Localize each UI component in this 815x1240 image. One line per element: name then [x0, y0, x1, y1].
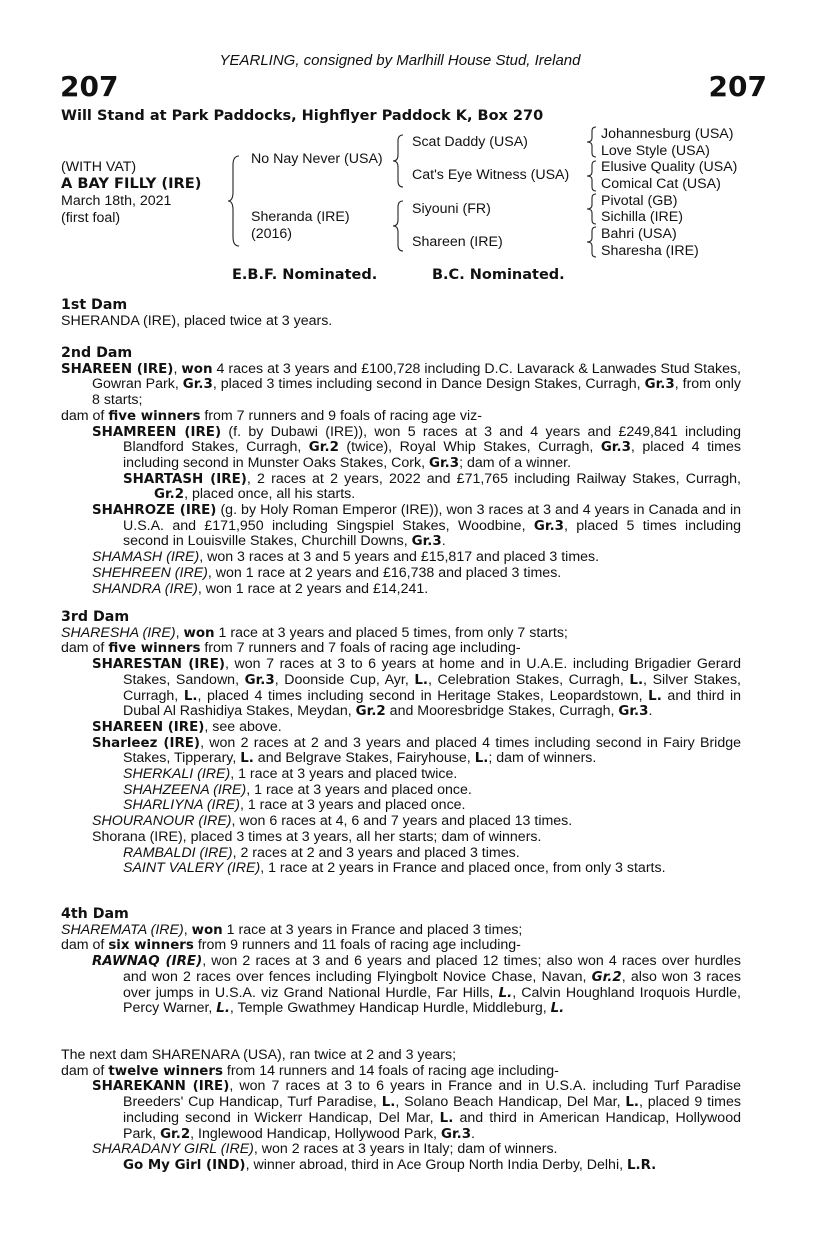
bc-nomination: B.C. Nominated. [432, 267, 565, 283]
produce-entry: SHEHREEN (IRE), won 1 race at 2 years and £16,738 and placed 3 times. [92, 564, 562, 581]
produce-summary: dam of five winners from 7 runners and 7 foals of racing age including- [61, 640, 521, 657]
produce-entry: SHAHROZE (IRE) (g. by Holy Roman Emperor (IRE)), won 3 races at 3 and 4 years in Canada and in U.S.A. and £171,950 including Singspiel Stakes, Woodbine, Gr.3, placed 5 times including second in Louisville Stakes, Churchill Downs, Gr.3. [92, 502, 741, 550]
first-dam-text: SHERANDA (IRE), placed twice at 3 years. [61, 312, 333, 329]
produce-entry: SHAMASH (IRE), won 3 races at 3 and 5 years and £15,817 and placed 3 times. [92, 549, 600, 566]
sd-sire: Elusive Quality (USA) [601, 159, 738, 175]
produce-entry: RAWNAQ (IRE), won 2 races at 3 and 6 years and placed 12 times; also won 4 races over hurdles and won 2 races over fences including Flyingbolt Novice Chase, Navan, Gr.2, also won 3 races over jumps in U.S.A. viz Grand National Hurdle, Far Hills, L., Calvin Houghland Iroquois Hurdle, Percy Warner, L., Temple Gwathmey Handicap Hurdle, Middleburg, L. [92, 953, 741, 1017]
lot-number-right: 207 [708, 70, 767, 103]
lot-number-left: 207 [60, 70, 119, 103]
sire-sire: Scat Daddy (USA) [412, 134, 528, 150]
vat-note: (WITH VAT) [61, 159, 137, 175]
section-heading: 3rd Dam [61, 609, 130, 625]
subject-name: A BAY FILLY (IRE) [61, 175, 202, 192]
section-heading: 1st Dam [61, 297, 128, 313]
dam-entry: SHAREEN (IRE), won 4 races at 3 years and £100,728 including D.C. Lavarack & Lanwades Stud Stakes, Gowran Park, Gr.3, placed 3 times including second in Dance Design Stakes, Curragh, Gr.3, from only 8 starts; [61, 360, 741, 409]
stand-location: Will Stand at Park Paddocks, Highflyer Paddock K, Box 270 [61, 108, 544, 124]
produce-entry: SHAREEN (IRE), see above. [92, 718, 282, 735]
sd-brace [586, 159, 598, 193]
dam-entry: SHARESHA (IRE), won 1 race at 3 years and placed 5 times, from only 7 starts; [61, 624, 568, 641]
produce-entry: RAMBALDI (IRE), 2 races at 2 and 3 years and placed 3 times. [123, 844, 520, 861]
sd-dam: Comical Cat (USA) [601, 176, 721, 192]
produce-entry: SHARLIYNA (IRE), 1 race at 3 years and placed once. [123, 797, 466, 814]
produce-summary: dam of six winners from 9 runners and 11 foals of racing age including- [61, 937, 521, 954]
produce-entry: SHARTASH (IRE), 2 races at 2 years, 2022 and £71,765 including Railway Stakes, Curragh, Gr.2, placed once, all his starts. [123, 470, 742, 503]
third-dam-section [61, 610, 741, 877]
dam-brace [392, 199, 406, 253]
next-dam-section [61, 1048, 741, 1174]
produce-entry: SAINT VALERY (IRE), 1 race at 2 years in France and placed once, from only 3 starts. [123, 860, 666, 877]
produce-summary: dam of five winners from 7 runners and 9 foals of racing age viz- [61, 407, 482, 424]
dd-dam: Sharesha (IRE) [601, 243, 699, 259]
dam-dam: Shareen (IRE) [412, 234, 503, 250]
produce-entry: SHARESTAN (IRE), won 7 races at 3 to 6 years at home and in U.A.E. including Brigadier Gerard Stakes, Sandown, Gr.3, Doonside Cup, Ayr, L., Celebration Stakes, Curragh, L., Silver Stakes, Curragh, L., placed 4 times including second in Heritage Stakes, Leopardstown, L. and third in Dubal Al Rashidiya Stakes, Meydan, Gr.2 and Mooresbridge Stakes, Curragh, Gr.3. [92, 656, 742, 720]
produce-entry: SHOURANOUR (IRE), won 6 races at 4, 6 and 7 years and placed 13 times. [92, 813, 573, 830]
produce-entry: SHERKALI (IRE), 1 race at 3 years and placed twice. [123, 766, 458, 783]
fourth-dam-section [61, 907, 741, 1017]
foaling-date: March 18th, 2021 [61, 193, 172, 209]
dd-brace [586, 225, 598, 259]
produce-entry: SHARADANY GIRL (IRE), won 2 races at 3 years in Italy; dam of winners. [92, 1141, 558, 1158]
dd-sire: Bahri (USA) [601, 226, 677, 242]
consignment-line: YEARLING, consigned by Marlhill House Stud, Ireland [219, 52, 581, 69]
sire-dam: Cat's Eye Witness (USA) [412, 167, 570, 183]
produce-entry: Shorana (IRE), placed 3 times at 3 years, all her starts; dam of winners. [92, 828, 542, 845]
second-dam-section [61, 346, 741, 597]
ds-dam: Sichilla (IRE) [601, 209, 683, 225]
produce-entry: Sharleez (IRE), won 2 races at 2 and 3 years and placed 4 times including second in Fairy Bridge Stakes, Tipperary, L. and Belgrave Stakes, Fairyhouse, L.; dam of winners. [92, 734, 741, 767]
ds-brace [586, 192, 598, 226]
ss-dam: Love Style (USA) [601, 143, 710, 159]
subject-brace [226, 153, 246, 249]
ss-brace [586, 125, 598, 159]
ss-sire: Johannesburg (USA) [601, 126, 734, 142]
ds-sire: Pivotal (GB) [601, 193, 678, 209]
produce-entry: SHAMREEN (IRE) (f. by Dubawi (IRE)), won 5 races at 3 and 4 years and £249,841 including Blandford Stakes, Curragh, Gr.2 (twice), Royal Whip Stakes, Curragh, Gr.3, placed 4 times including second in Munster Oaks Stakes, Cork, Gr.3; dam of a winner. [92, 423, 741, 471]
produce-entry: SHAHZEENA (IRE), 1 race at 3 years and placed once. [123, 781, 472, 798]
section-heading: 2nd Dam [61, 345, 133, 361]
next-dam-line: The next dam SHARENARA (USA), ran twice at 2 and 3 years; [61, 1047, 457, 1063]
produce-entry: SHANDRA (IRE), won 1 race at 2 years and £14,241. [92, 580, 429, 597]
sire-brace [392, 133, 406, 189]
dam-sire: Siyouni (FR) [412, 201, 491, 217]
dam-year: (2016) [251, 226, 293, 242]
produce-entry: Go My Girl (IND), winner abroad, third in Ace Group North India Derby, Delhi, L.R. [123, 1156, 657, 1173]
dam-entry: SHAREMATA (IRE), won 1 race at 3 years in France and placed 3 times; [61, 921, 523, 938]
foal-note: (first foal) [61, 210, 121, 226]
first-dam-section [61, 298, 741, 329]
ebf-nomination: E.B.F. Nominated. [232, 267, 378, 283]
produce-summary: dam of twelve winners from 14 runners and 14 foals of racing age including- [61, 1062, 559, 1079]
produce-entry: SHAREKANN (IRE), won 7 races at 3 to 6 years in France and in U.S.A. including Turf Paradise Breeders' Cup Handicap, Turf Paradise, L., Solano Beach Handicap, Del Mar, L., placed 9 times including second in Wickerr Handicap, Del Mar, L. and third in American Handicap, Hollywood Park, Gr.2, Inglewood Handicap, Hollywood Park, Gr.3. [92, 1078, 742, 1142]
sire-name: No Nay Never (USA) [251, 151, 383, 167]
section-heading: 4th Dam [61, 906, 129, 922]
dam-name: Sheranda (IRE) [251, 209, 350, 225]
